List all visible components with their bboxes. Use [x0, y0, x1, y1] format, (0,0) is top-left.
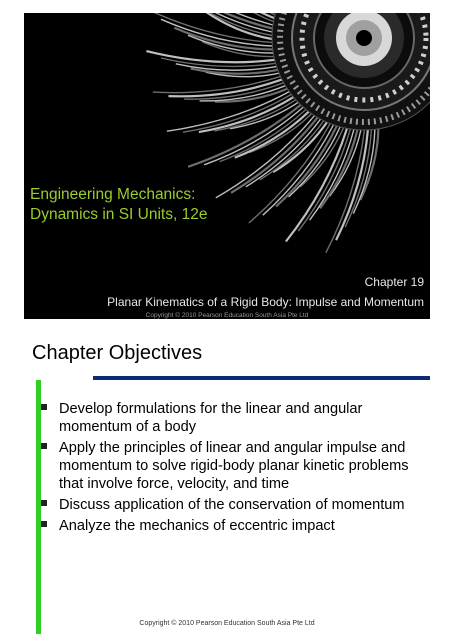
- slide-heading: Chapter Objectives: [32, 342, 203, 364]
- bullet-square-icon: [41, 500, 47, 506]
- bullet-square-icon: [41, 443, 47, 449]
- copyright-text: Copyright © 2010 Pearson Education South Asia Pte Ltd: [145, 312, 309, 319]
- turbine-blade: [169, 80, 282, 97]
- list-item: [38, 496, 424, 514]
- list-item: [38, 517, 424, 535]
- chapter-number: Chapter 19: [364, 275, 424, 289]
- book-title: [30, 185, 207, 225]
- title-slide: [24, 13, 430, 319]
- objective-text: Analyze the mechanics of eccentric impact: [59, 518, 335, 534]
- turbine-blade: [174, 28, 272, 50]
- turbine-blade: [191, 69, 278, 74]
- bullet-square-icon: [41, 404, 47, 410]
- bullet-square-icon: [41, 521, 47, 527]
- book-title-line1: Engineering Mechanics:: [30, 186, 196, 203]
- turbine-image: [24, 13, 430, 319]
- objectives-list: [38, 400, 424, 538]
- objective-text: Apply the principles of linear and angular impulse and momentum to solve rigid-body planar kinetic problems that involve force, velocity, and time: [59, 440, 409, 492]
- list-item: [38, 400, 424, 436]
- chapter-title: Planar Kinematics of a Rigid Body: Impulse and Momentum: [107, 295, 424, 309]
- book-title-line2: Dynamics in SI Units, 12e: [30, 206, 208, 223]
- heading-rule: [93, 376, 430, 380]
- objective-text: Discuss application of the conservation of momentum: [59, 497, 405, 513]
- turbine-blade: [199, 97, 294, 132]
- objective-text: Develop formulations for the linear and angular momentum of a body: [59, 401, 363, 435]
- list-item: [38, 439, 424, 493]
- turbine-blade: [276, 126, 337, 207]
- objectives-slide: [24, 328, 430, 634]
- copyright-text: Copyright © 2010 Pearson Education South Asia Pte Ltd: [139, 620, 315, 627]
